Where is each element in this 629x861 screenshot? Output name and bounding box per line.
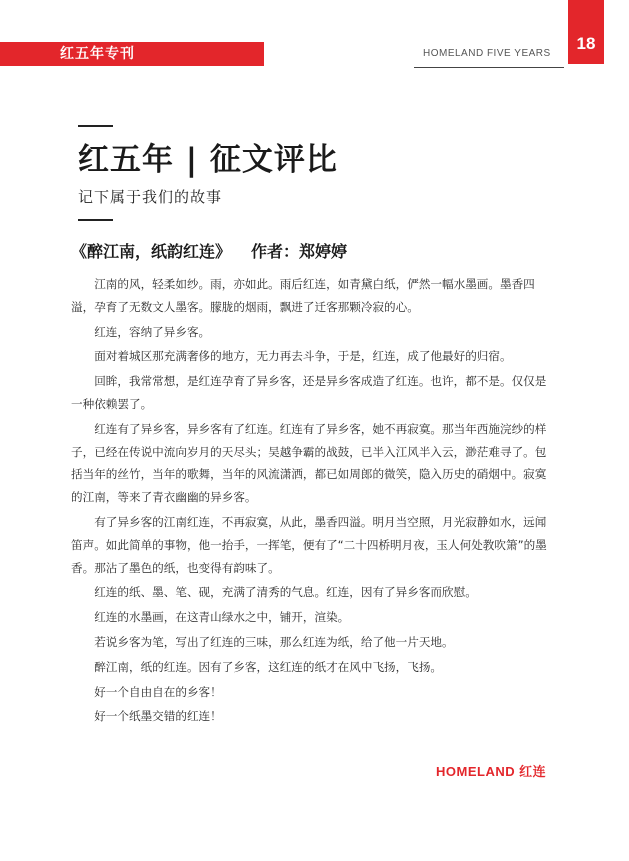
paragraph: 红连有了异乡客，异乡客有了红连。红连有了异乡客，她不再寂寞。那当年西施浣纱的样子，已经在传说中流向岁月的天尽头；吴越争霸的战鼓，已半入江风半入云，渺茫难寻了。包括当年的丝竹，当年的歌舞，当年的风流潇洒，都已如周郎的微笑，隐入历史的硝烟中。寂寞的江南，等来了青衣幽幽的异乡客。 bbox=[71, 421, 547, 505]
paragraph: 回眸，我常常想，是红连孕育了异乡客，还是异乡客成造了红连。也许，都不是。仅仅是一种依赖罢了。 bbox=[71, 374, 547, 411]
footer-brand-cn: 红连 bbox=[519, 764, 547, 779]
footer-logo bbox=[436, 761, 546, 780]
page-subtitle: 记下属于我们的故事 bbox=[78, 188, 223, 206]
paragraph: 江南的风，轻柔如纱。雨，亦如此。雨后红连，如青黛白纸，俨然一幅水墨画。墨香四溢，孕育了无数文人墨客。朦胧的烟雨，飘进了迁客那颗冷寂的心。 bbox=[71, 277, 535, 314]
header-divider bbox=[414, 67, 564, 68]
paragraph: 红连，容纳了异乡客。 bbox=[94, 324, 211, 339]
paragraph: 面对着城区那充满奢侈的地方，无力再去斗争，于是，红连，成了他最好的归宿。 bbox=[94, 349, 512, 364]
article-heading bbox=[71, 239, 347, 262]
paragraph: 好一个纸墨交错的红连！ bbox=[94, 709, 222, 724]
title-bottom-divider bbox=[78, 219, 113, 221]
paragraph: 好一个自由自在的乡客！ bbox=[94, 684, 222, 699]
paragraph: 若说乡客为笔，写出了红连的三味，那么红连为纸，给了他一片天地。 bbox=[94, 634, 454, 649]
paragraph: 醉江南，纸的红连。因有了乡客，这红连的纸才在风中飞扬，飞扬。 bbox=[94, 659, 443, 674]
article-author: 作者：郑婷婷 bbox=[251, 242, 348, 261]
section-label: 红五年专刊 bbox=[0, 42, 264, 66]
page-title: 红五年 | 征文评比 bbox=[78, 142, 338, 178]
paragraph: 有了异乡客的江南红连，不再寂寞，从此，墨香四溢。明月当空照，月光寂静如水，远闻笛声。如此简单的事物，他一抬手，一挥笔，便有了“二十四桥明月夜，玉人何处教吹箫”的墨香。那沾了墨色的纸，也变得有韵味了。 bbox=[71, 514, 547, 575]
article-body bbox=[71, 273, 551, 730]
header-english-label: HOMELAND FIVE YEARS bbox=[423, 48, 551, 59]
article-title: 《醉江南，纸韵红连》 bbox=[71, 242, 232, 261]
page-number: 18 bbox=[568, 0, 604, 64]
title-top-divider bbox=[78, 125, 113, 127]
paragraph: 红连的水墨画，在这青山绿水之中，铺开，渲染。 bbox=[94, 610, 350, 625]
paragraph: 红连的纸、墨、笔、砚，充满了清秀的气息。红连，因有了异乡客而欣慰。 bbox=[94, 585, 477, 600]
footer-brand-en: HOMELAND bbox=[436, 764, 516, 779]
